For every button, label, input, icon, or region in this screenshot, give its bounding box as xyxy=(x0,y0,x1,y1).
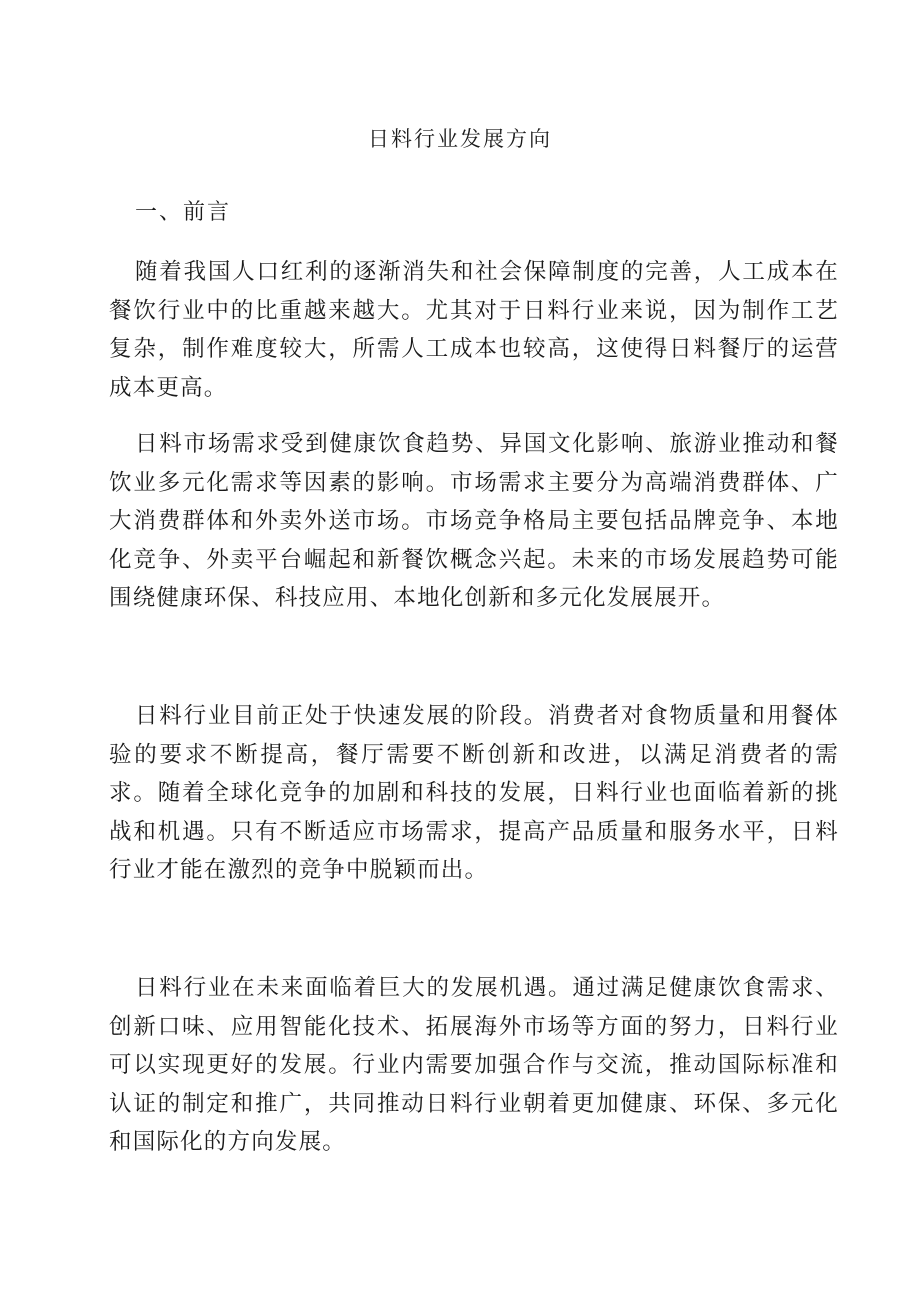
section-heading-preface: 一、前言 xyxy=(135,200,232,225)
paragraph: 随着我国人口红利的逐渐消失和社会保障制度的完善，人工成本在餐饮行业中的比重越来越大。尤其对于日料行业来说，因为制作工艺复杂，制作难度较大，所需人工成本也较高，这使得日料餐厅的运营成本更高。 xyxy=(109,259,839,401)
paragraph: 日料行业目前正处于快速发展的阶段。消费者对食物质量和用餐体验的要求不断提高，餐厅需要不断创新和改进，以满足消费者的需求。随着全球化竞争的加剧和科技的发展，日料行业也面临着新的挑战和机遇。只有不断适应市场需求，提高产品质量和服务水平，日料行业才能在激烈的竞争中脱颖而出。 xyxy=(109,703,839,883)
document-title: 日料行业发展方向 xyxy=(368,127,552,151)
paragraph: 日料市场需求受到健康饮食趋势、异国文化影响、旅游业推动和餐饮业多元化需求等因素的影响。市场需求主要分为高端消费群体、广大消费群体和外卖外送市场。市场竞争格局主要包括品牌竞争、本地化竞争、外卖平台崛起和新餐饮概念兴起。未来的市场发展趋势可能围绕健康环保、科技应用、本地化创新和多元化发展展开。 xyxy=(109,431,839,611)
paragraph: 日料行业在未来面临着巨大的发展机遇。通过满足健康饮食需求、创新口味、应用智能化技术、拓展海外市场等方面的努力，日料行业可以实现更好的发展。行业内需要加强合作与交流，推动国际标准和认证的制定和推广，共同推动日料行业朝着更加健康、环保、多元化和国际化的方向发展。 xyxy=(109,975,839,1155)
